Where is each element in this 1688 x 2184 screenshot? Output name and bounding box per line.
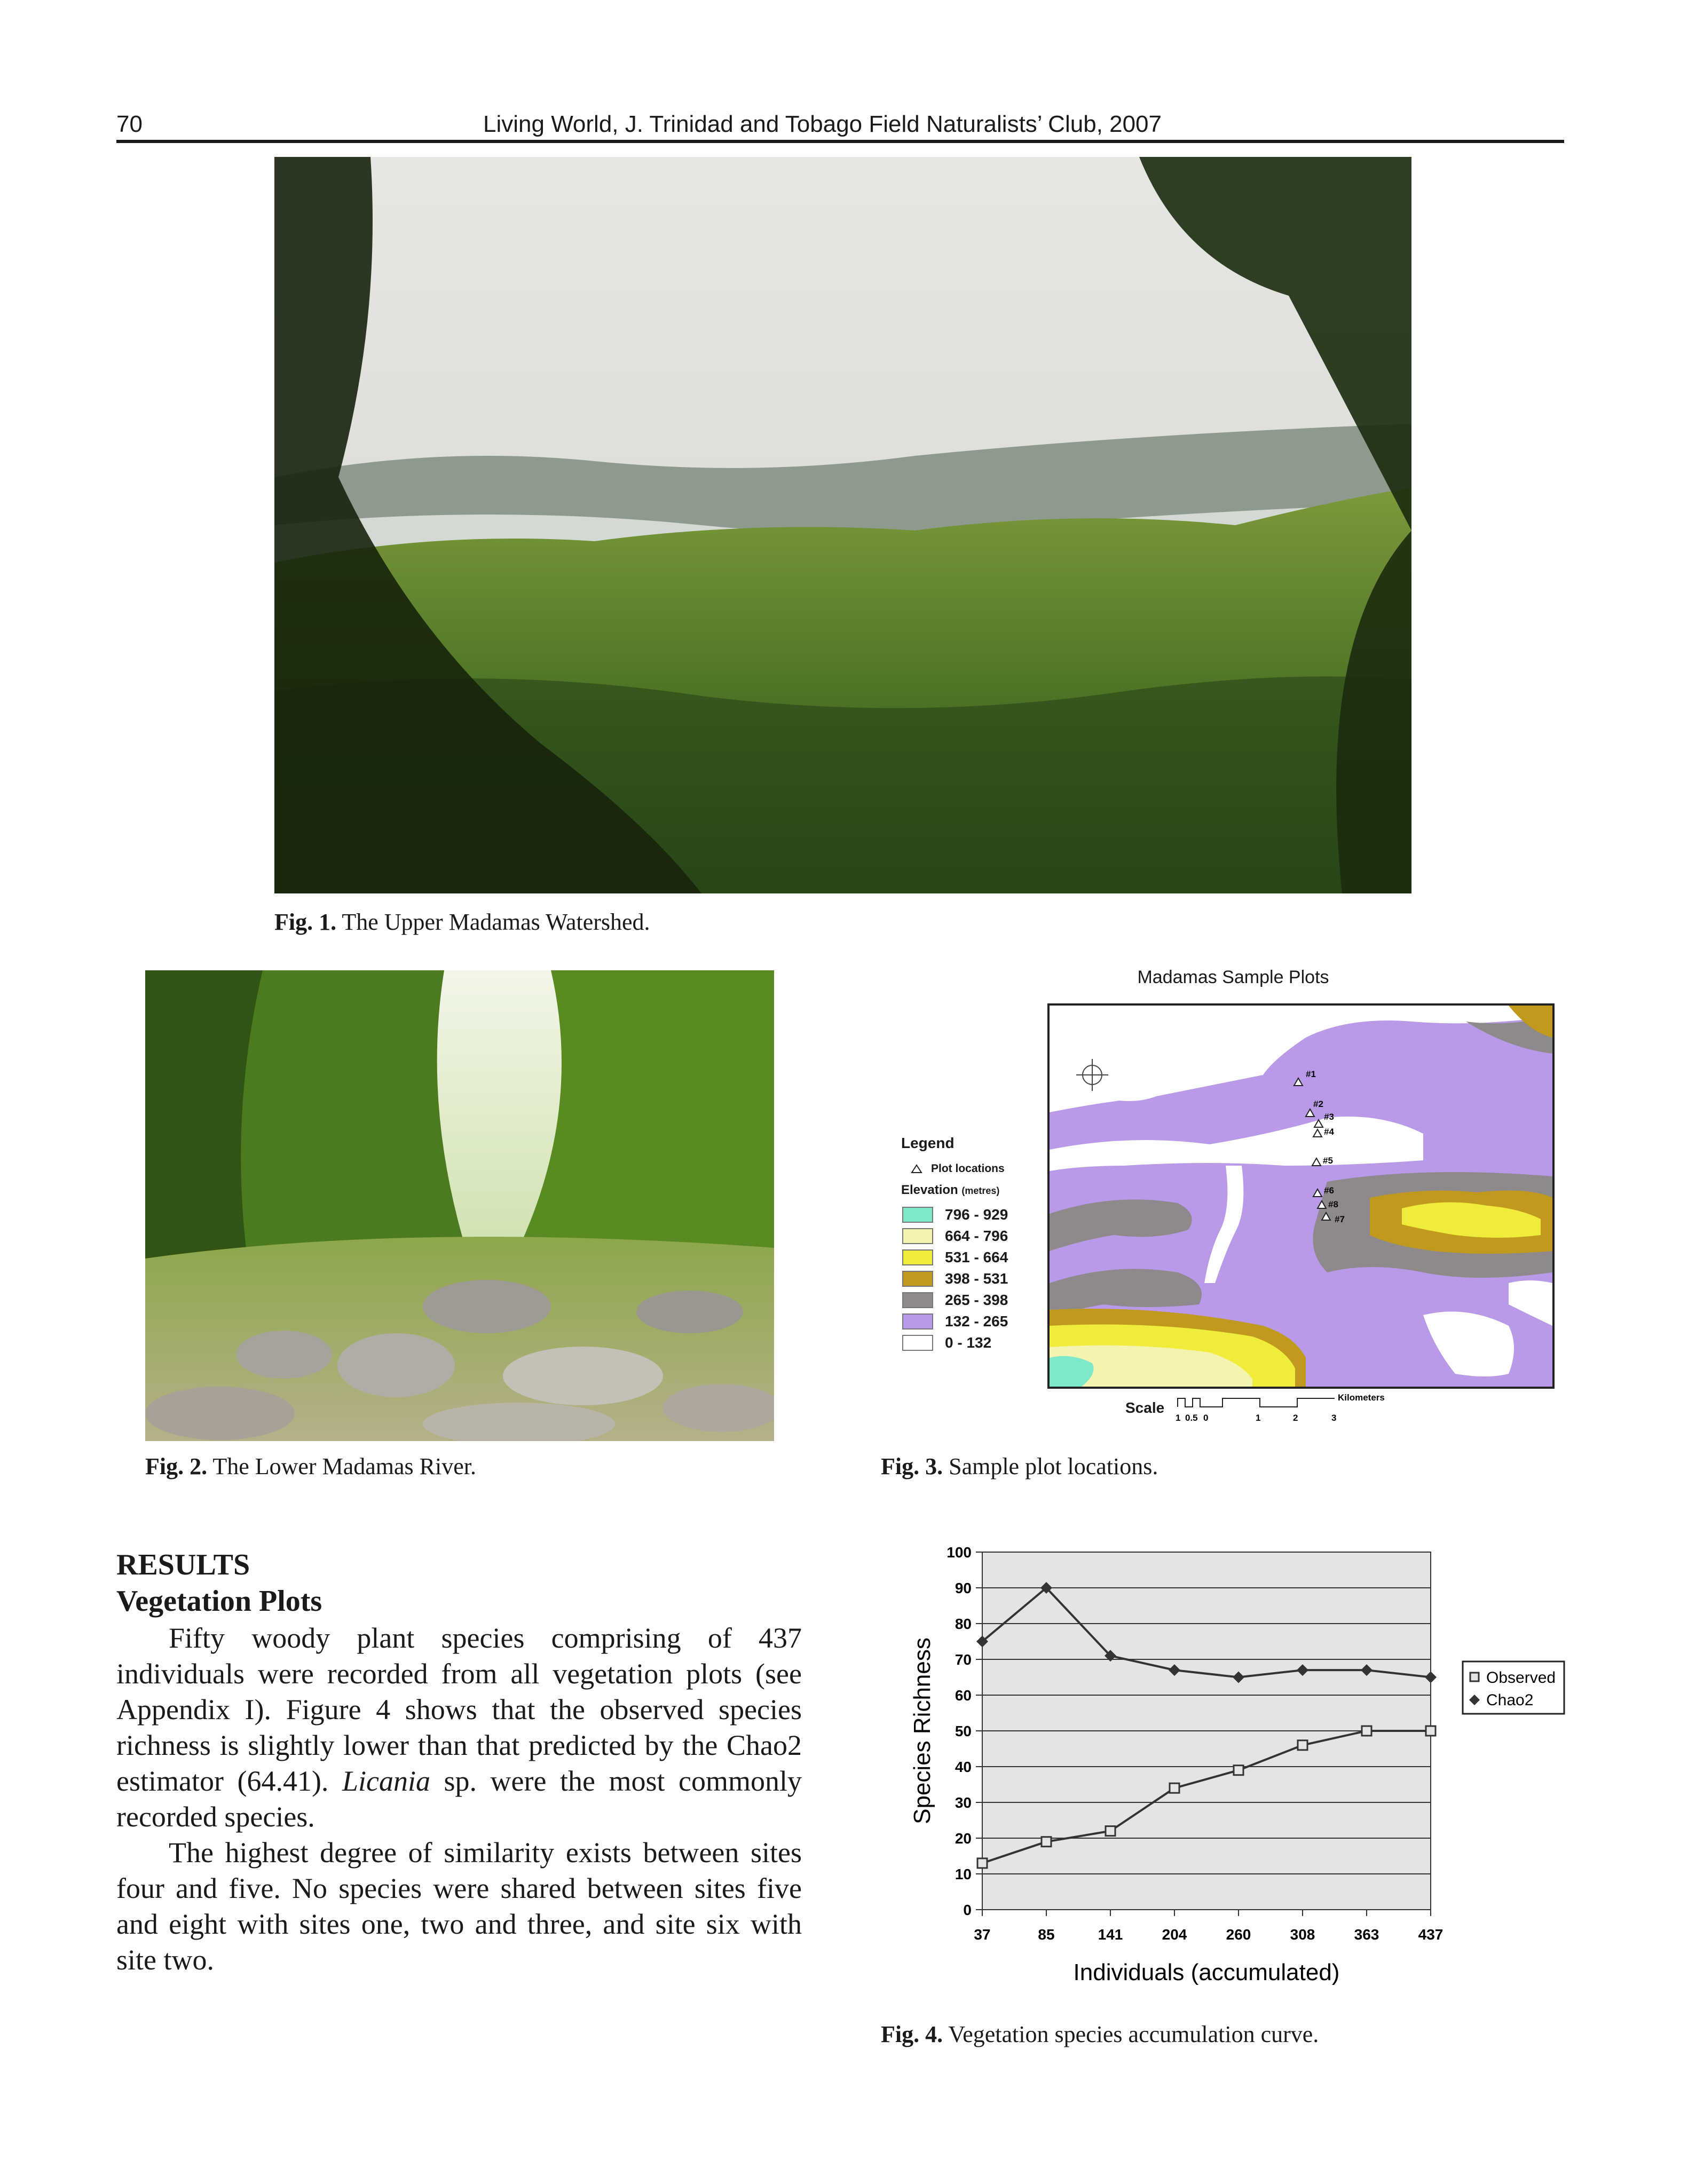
fig3-label: Fig. 3. <box>881 1453 943 1479</box>
x-tick-label: 204 <box>1162 1926 1187 1943</box>
y-tick-label: 0 <box>963 1902 972 1918</box>
data-point-observed <box>977 1858 987 1868</box>
legend-class-label: 265 - 398 <box>945 1292 1008 1308</box>
plot-label: #7 <box>1335 1214 1345 1224</box>
data-point-observed <box>1362 1726 1371 1736</box>
plot-label: #2 <box>1313 1099 1323 1109</box>
data-point-observed <box>1298 1740 1307 1750</box>
x-tick-label: 85 <box>1038 1926 1055 1943</box>
data-point-observed <box>1426 1726 1435 1736</box>
x-tick-label: 308 <box>1290 1926 1315 1943</box>
y-axis-label: Species Richness <box>909 1637 935 1824</box>
plot-label: #8 <box>1328 1199 1338 1209</box>
fig2-caption-text: The Lower Madamas River. <box>212 1453 476 1479</box>
plot-label: #5 <box>1323 1156 1333 1166</box>
x-tick-label: 437 <box>1418 1926 1444 1943</box>
fig2-caption <box>145 1453 476 1480</box>
legend-swatch <box>902 1249 933 1265</box>
page-number: 70 <box>116 111 143 137</box>
fig1-caption-text: The Upper Madamas Watershed. <box>342 909 650 935</box>
y-tick-label: 90 <box>955 1580 972 1596</box>
legend-class-label: 0 - 132 <box>945 1334 992 1351</box>
legend-swatch <box>902 1207 933 1223</box>
legend-class <box>902 1332 1008 1354</box>
fig1-caption <box>274 908 650 936</box>
legend-class-label: 796 - 929 <box>945 1206 1008 1223</box>
plot-marker <box>1322 1213 1345 1224</box>
chart-legend <box>1463 1661 1564 1714</box>
para1-italic-genus: Licania <box>342 1765 430 1797</box>
results-paragraph-2: The highest degree of similarity exists between sites four and five. No species were shared between sites five and eight with sites one, two and three, and site six with site two. <box>116 1837 802 1976</box>
legend-entry: Observed <box>1486 1669 1556 1687</box>
legend-class <box>902 1247 1008 1268</box>
scale-unit: Kilometers <box>1338 1393 1385 1403</box>
plot-label: #1 <box>1306 1069 1316 1079</box>
scale-tick: 2 <box>1293 1413 1298 1423</box>
para1-text-a: Fifty woody plant species comprising of 437 individuals were recorded from all vegetation plots (see Appendix I). Figure 4 shows that the observed species richness is slightly lower than that predicted by the Chao2 estimator (64.41). <box>116 1622 802 1797</box>
fig4-chart <box>902 1537 1575 1996</box>
legend-class <box>902 1289 1008 1311</box>
running-header: Living World, J. Trinidad and Tobago Field Naturalists’ Club, 2007 <box>483 111 1162 137</box>
elevation-unit: (metres) <box>961 1185 1000 1196</box>
chart-svg <box>902 1537 1575 1996</box>
legend-entry: Chao2 <box>1486 1691 1534 1709</box>
legend-title: Legend <box>901 1135 955 1151</box>
y-tick-label: 60 <box>955 1687 972 1704</box>
scale-tick: 3 <box>1331 1413 1337 1423</box>
fig1-photo <box>274 157 1411 893</box>
legend-elevation-title <box>901 1183 999 1198</box>
y-tick-label: 30 <box>955 1794 972 1811</box>
x-axis-label: Individuals (accumulated) <box>1073 1959 1340 1985</box>
plot-label: #6 <box>1324 1185 1334 1196</box>
fig4-caption-text: Vegetation species accumulation curve. <box>948 2021 1319 2047</box>
plot-marker <box>1314 1112 1334 1127</box>
y-tick-label: 80 <box>955 1616 972 1632</box>
map-title: Madamas Sample Plots <box>1137 967 1329 987</box>
legend-marker-square-icon <box>1470 1673 1479 1681</box>
fig2-photo <box>145 970 774 1441</box>
legend-swatch <box>902 1271 933 1287</box>
fig4-caption <box>881 2021 1319 2048</box>
data-point-observed <box>1234 1766 1243 1775</box>
scale-tick: 0.5 <box>1185 1413 1198 1423</box>
x-tick-label: 363 <box>1354 1926 1379 1943</box>
legend-class <box>902 1311 1008 1332</box>
plot-marker <box>1312 1156 1333 1166</box>
y-tick-label: 50 <box>955 1723 972 1739</box>
plot-marker <box>1294 1069 1316 1086</box>
para1-text-b: sp. were the most commonly recorded species. <box>116 1765 802 1833</box>
data-point-observed <box>1170 1783 1179 1793</box>
plot-marker <box>1313 1185 1334 1197</box>
y-tick-label: 20 <box>955 1830 972 1847</box>
scale-tick: 0 <box>1203 1413 1209 1423</box>
legend-class-label: 398 - 531 <box>945 1270 1008 1287</box>
plot-marker <box>1318 1199 1338 1209</box>
legend-swatch <box>902 1228 933 1244</box>
y-tick-label: 40 <box>955 1759 972 1775</box>
plot-markers <box>1047 1003 1550 1384</box>
fig2-label: Fig. 2. <box>145 1453 208 1479</box>
y-tick-label: 100 <box>946 1544 972 1561</box>
fig3-caption <box>881 1453 1158 1480</box>
scale-bar <box>1174 1393 1399 1430</box>
legend-plot-locations <box>911 1162 1005 1175</box>
results-body <box>116 1620 802 1978</box>
elevation-label: Elevation <box>901 1183 958 1197</box>
plot-label: #4 <box>1324 1127 1334 1137</box>
legend-class-label: 664 - 796 <box>945 1228 1008 1244</box>
data-point-observed <box>1042 1837 1051 1847</box>
plot-label: #3 <box>1324 1112 1334 1122</box>
legend-class <box>902 1204 1008 1225</box>
fig3-caption-text: Sample plot locations. <box>949 1453 1158 1479</box>
legend-classes <box>902 1204 1008 1354</box>
legend-class-label: 531 - 664 <box>945 1249 1008 1265</box>
header-rule <box>116 140 1564 143</box>
scale-label: Scale <box>1125 1399 1165 1416</box>
legend-class-label: 132 - 265 <box>945 1313 1008 1330</box>
section-heading: RESULTS <box>116 1548 250 1581</box>
fig1-label: Fig. 1. <box>274 909 337 935</box>
x-tick-label: 260 <box>1226 1926 1251 1943</box>
legend-swatch <box>902 1292 933 1308</box>
y-tick-label: 10 <box>955 1866 972 1882</box>
legend-class <box>902 1268 1008 1289</box>
plot-marker <box>1306 1099 1323 1117</box>
scale-tick: 1 <box>1176 1413 1181 1423</box>
plot-marker <box>1313 1127 1334 1137</box>
x-ticks <box>974 1910 1443 1943</box>
legend-class <box>902 1225 1008 1247</box>
legend-plot-locations-label: Plot locations <box>931 1162 1005 1175</box>
data-point-observed <box>1106 1826 1115 1836</box>
triangle-icon <box>911 1164 922 1174</box>
fig4-label: Fig. 4. <box>881 2021 943 2047</box>
x-tick-label: 141 <box>1098 1926 1123 1943</box>
subsection-heading: Vegetation Plots <box>116 1585 322 1618</box>
scale-tick: 1 <box>1256 1413 1261 1423</box>
y-tick-label: 70 <box>955 1651 972 1668</box>
results-paragraph-1 <box>116 1620 802 1835</box>
legend-swatch <box>902 1335 933 1351</box>
x-tick-label: 37 <box>974 1926 991 1943</box>
legend-swatch <box>902 1313 933 1330</box>
